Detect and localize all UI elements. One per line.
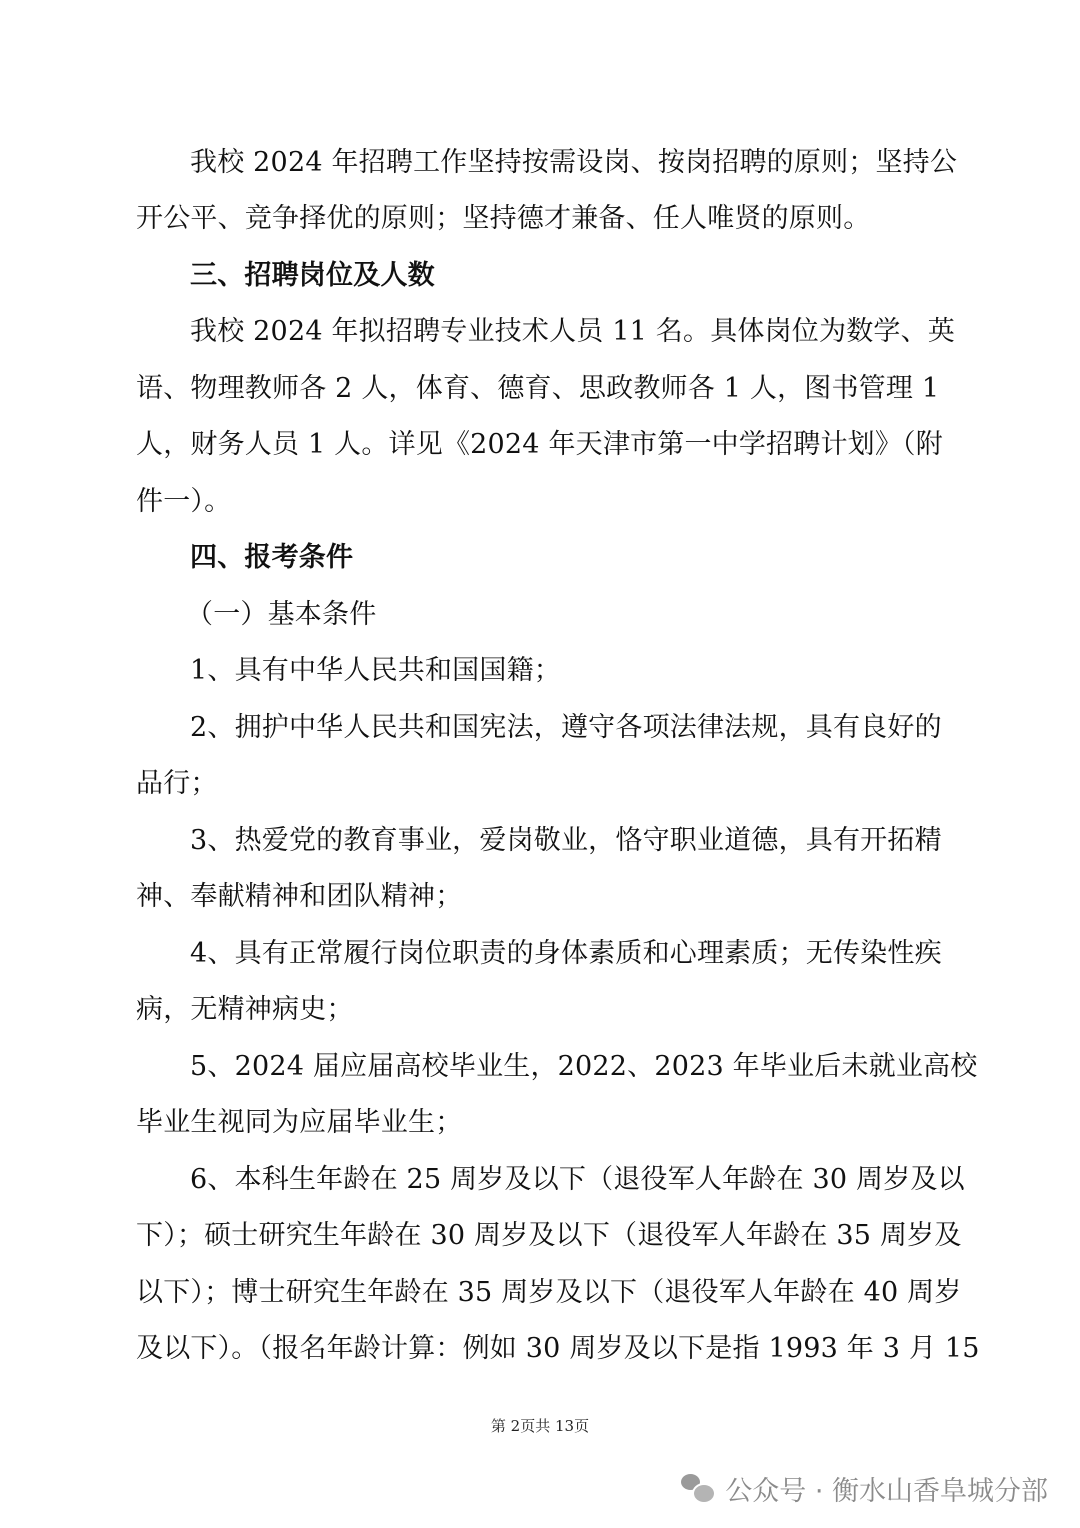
list-item-continuation: 下）；硕士研究生年龄在 30 周岁及以下（退役军人年龄在 35 周岁及 <box>136 1220 962 1251</box>
paragraph-line: 人，财务人员 1 人。详见《2024 年天津市第一中学招聘计划》（附 <box>136 429 943 460</box>
paragraph-line: 语、物理教师各 2 人，体育、德育、思政教师各 1 人，图书管理 1 <box>136 373 940 404</box>
page-number: 第 2页共 13页 <box>490 1417 590 1435</box>
list-item: 6、本科生年龄在 25 周岁及以下（退役军人年龄在 30 周岁及以 <box>190 1164 965 1195</box>
paragraph-line: 我校 2024 年招聘工作坚持按需设岗、按岗招聘的原则；坚持公 <box>190 147 958 178</box>
list-item: 4、具有正常履行岗位职责的身体素质和心理素质；无传染性疾 <box>190 938 942 969</box>
paragraph-line: 我校 2024 年拟招聘专业技术人员 11 名。具体岗位为数学、英 <box>190 316 955 347</box>
paragraph-line: 件一）。 <box>136 486 232 517</box>
section-heading: 四、报考条件 <box>190 542 354 573</box>
list-item: 1、具有中华人民共和国国籍； <box>190 655 561 686</box>
wechat-icon <box>681 1474 713 1502</box>
list-item: 5、2024 届应届高校毕业生，2022、2023 年毕业后未就业高校 <box>190 1051 978 1082</box>
paragraph-line: 开公平、竞争择优的原则；坚持德才兼备、任人唯贤的原则。 <box>136 203 871 234</box>
list-item: 3、热爱党的教育事业，爱岗敬业，恪守职业道德，具有开拓精 <box>190 825 942 856</box>
list-item-continuation: 品行； <box>136 768 218 799</box>
list-item-continuation: 及以下）。（报名年龄计算：例如 30 周岁及以下是指 1993 年 3 月 15 <box>136 1333 980 1364</box>
section-heading: 三、招聘岗位及人数 <box>190 260 435 291</box>
list-item-continuation: 病，无精神病史； <box>136 994 354 1025</box>
list-item-continuation: 神、奉献精神和团队精神； <box>136 881 463 912</box>
list-item: 2、拥护中华人民共和国宪法，遵守各项法律法规，具有良好的 <box>190 712 942 743</box>
watermark-text: 公众号 · 衡水山香阜城分部 <box>725 1475 1048 1507</box>
watermark <box>681 1468 1048 1508</box>
list-item-continuation: 以下）；博士研究生年龄在 35 周岁及以下（退役军人年龄在 40 周岁 <box>136 1277 962 1308</box>
subsection-heading: （一）基本条件 <box>186 599 377 630</box>
list-item-continuation: 毕业生视同为应届毕业生； <box>136 1107 463 1138</box>
